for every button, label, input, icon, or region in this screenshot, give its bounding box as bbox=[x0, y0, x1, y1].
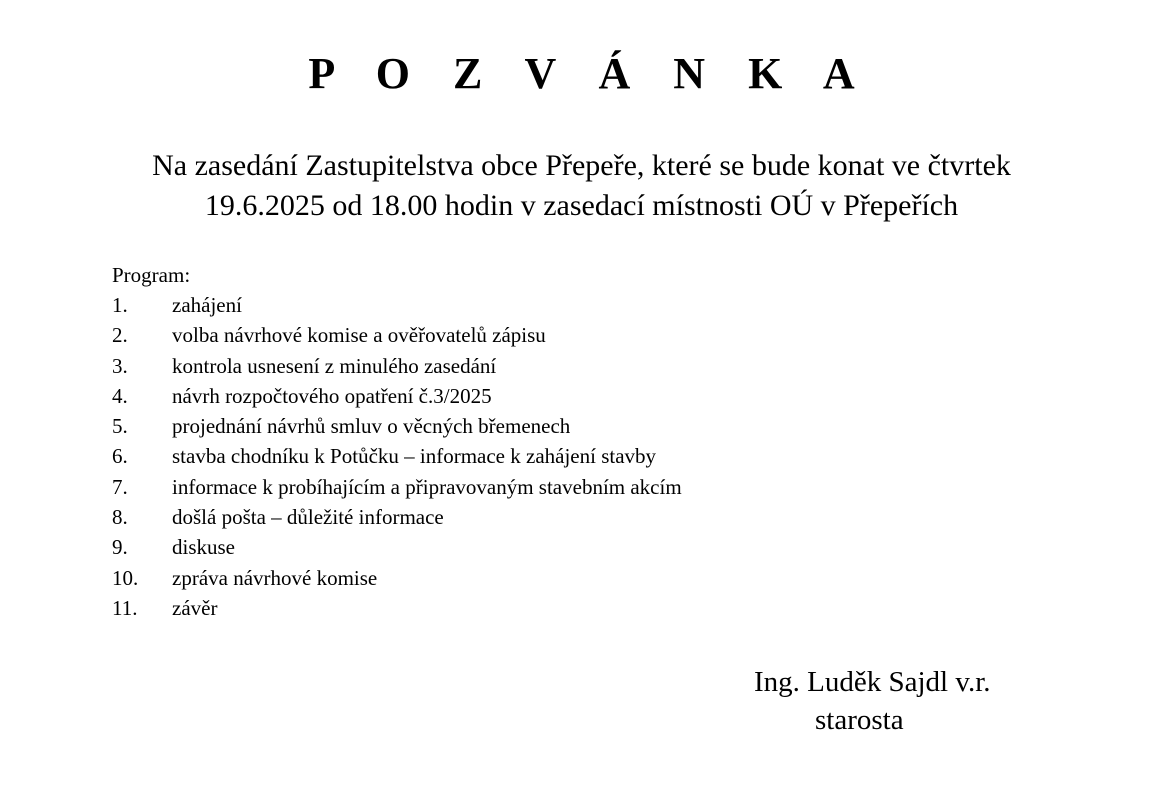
program-label: Program: bbox=[112, 263, 191, 287]
program-item-text: návrh rozpočtového opatření č.3/2025 bbox=[172, 383, 492, 408]
program-item-number: 3. bbox=[112, 353, 128, 378]
program-item-number: 9. bbox=[112, 535, 128, 560]
program-item bbox=[112, 563, 682, 593]
program-item-number: 6. bbox=[112, 444, 128, 469]
program-item bbox=[112, 351, 682, 381]
invitation-line-2: 19.6.2025 od 18.00 hodin v zasedací místnosti OÚ v Přepeřích bbox=[204, 189, 959, 222]
invitation-text bbox=[0, 146, 1163, 226]
program-item-text: zahájení bbox=[172, 293, 242, 317]
program-item-text: došlá pošta – důležité informace bbox=[172, 505, 444, 530]
signature-block bbox=[754, 663, 991, 739]
program-item bbox=[112, 441, 682, 471]
program-list bbox=[112, 290, 682, 623]
program-item-text: stavba chodníku k Potůčku – informace k zahájení stavby bbox=[172, 444, 657, 469]
program-item-text: informace k probíhajícím a připravovaným stavebním akcím bbox=[172, 474, 682, 499]
program-item-number: 2. bbox=[112, 323, 128, 348]
program-item-number: 4. bbox=[112, 383, 128, 408]
document-title: P O Z V Á N K A bbox=[308, 49, 871, 98]
program-item-text: volba návrhové komise a ověřovatelů zápisu bbox=[172, 323, 546, 348]
program-item bbox=[112, 472, 682, 502]
invitation-line-1: Na zasedání Zastupitelstva obce Přepeře, které se bude konat ve čtvrtek bbox=[152, 149, 1011, 182]
program-item-number: 1. bbox=[112, 293, 128, 317]
program-item-number: 10. bbox=[112, 565, 139, 590]
program-item-text: závěr bbox=[172, 595, 218, 620]
program-item bbox=[112, 532, 682, 562]
program-item bbox=[112, 593, 682, 623]
program-item-text: projednání návrhů smluv o věcných břemenech bbox=[172, 414, 571, 439]
program-item-number: 11. bbox=[112, 595, 138, 620]
program-item-text: zpráva návrhové komise bbox=[172, 565, 378, 590]
program-item-text: diskuse bbox=[172, 535, 235, 560]
program-item bbox=[112, 411, 682, 441]
program-item bbox=[112, 381, 682, 411]
signatory-role: starosta bbox=[815, 704, 904, 736]
program-section bbox=[112, 260, 682, 623]
program-item bbox=[112, 290, 682, 320]
signatory-name: Ing. Luděk Sajdl v.r. bbox=[754, 666, 991, 698]
program-item-text: kontrola usnesení z minulého zasedání bbox=[172, 353, 497, 378]
program-item bbox=[112, 502, 682, 532]
program-item-number: 7. bbox=[112, 474, 128, 499]
program-item bbox=[112, 320, 682, 350]
program-item-number: 8. bbox=[112, 505, 128, 530]
program-item-number: 5. bbox=[112, 414, 128, 439]
